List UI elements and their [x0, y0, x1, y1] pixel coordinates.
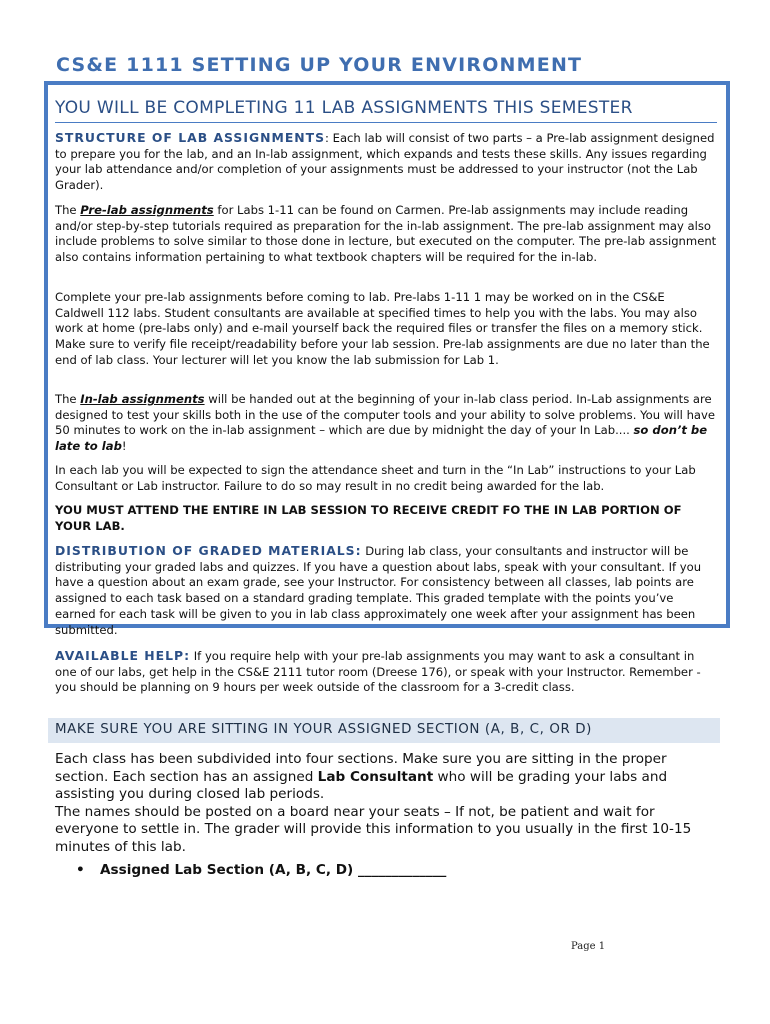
- sections-before: Each class has been subdivided into four sections. Make sure you are sitting in the proper section. Each section has an assigned: [55, 751, 667, 785]
- available-text: If you require help with your pre-lab assignments you may want to ask a consultant in one of our labs, get help in the CS&E 2111 tutor room (Dreese 176), or speak with your Instructor. Remember - you should be planning on 9 hours per week outside of the classroom for a 3-credit class.: [55, 649, 701, 695]
- prelab-before: The: [55, 203, 81, 217]
- prelab-paragraph: [55, 203, 717, 266]
- sections-after: who will be grading your labs and assisting you during closed lab periods.: [55, 768, 668, 803]
- inlab-section: [55, 392, 717, 455]
- inlab-paragraph: [55, 392, 717, 455]
- attendance-paragraph: In each lab you will be expected to sign the attendance sheet and turn in the “In Lab” instructions to your Lab Consultant or Lab instructor. Failure to do so may result in no credit being awarded for the lab.: [55, 463, 696, 493]
- structure-text: : Each lab will consist of two parts – a Pre-lab assignment designed to prepare you for the lab, and an In-lab assignment, which expands and tests these skills. Any issues regarding your lab attendance and/or completion of your assignments must be addressed to your instructor (not the Lab Grader).: [55, 131, 715, 193]
- distribution-section: [55, 543, 717, 638]
- attendance-section: [55, 463, 717, 494]
- lab-consultant-term: Lab Consultant: [317, 768, 434, 785]
- structure-section: [55, 130, 717, 194]
- available-paragraph: [55, 648, 717, 696]
- available-section: [55, 648, 717, 696]
- names-paragraph: The names should be posted on a board near your seats – If not, be patient and wait for everyone to settle in. The grader will provide this information to you usually in the first 10-15 minutes of this lab.: [55, 803, 692, 855]
- frame-heading: YOU WILL BE COMPLETING 11 LAB ASSIGNMENTS THIS SEMESTER: [55, 98, 717, 123]
- page-title: CS&E 1111 SETTING UP YOUR ENVIRONMENT: [56, 54, 583, 76]
- assigned-section-item: [76, 862, 446, 878]
- prelab-emphasis: Pre-lab assignments: [80, 203, 214, 217]
- late-warning: so don’t be late to lab: [55, 423, 708, 454]
- available-lead: AVAILABLE HELP:: [55, 648, 191, 663]
- complete-paragraph: Complete your pre-lab assignments before coming to lab. Pre-labs 1-11 1 may be worked on in the CS&E Caldwell 112 labs. Student consultants are available at specified times to help you with the labs. You may also work at home (pre-labs only) and e-mail yourself back the required files or transfer the files on a memory stick. Make sure to verify file receipt/readability before your lab session. Pre-lab assignments are due no later than the end of lab class. Your lecturer will let you know the lab submission for Lab 1.: [55, 290, 710, 367]
- page-number: Page 1: [571, 941, 606, 952]
- section-heading-bar: MAKE SURE YOU ARE SITTING IN YOUR ASSIGNED SECTION (A, B, C, OR D): [48, 718, 720, 743]
- distribution-paragraph: [55, 543, 717, 638]
- sections-block: [55, 751, 720, 857]
- prelab-section: [55, 203, 717, 266]
- inlab-before: The: [55, 392, 81, 406]
- inlab-text: will be handed out at the beginning of your in-lab class period. In-Lab assignments are designed to test your skills both in the use of the computer tools and your ability to solve problems. You will have 50 minutes to work on the in-lab assignment – which are due by midnight the day of your In Lab....: [55, 392, 716, 438]
- assigned-section-text: Assigned Lab Section (A, B, C, D) _____________: [100, 862, 447, 878]
- must-attend-paragraph: YOU MUST ATTEND THE ENTIRE IN LAB SESSION TO RECEIVE CREDIT FO THE IN LAB PORTION OF YOUR LAB.: [55, 503, 682, 533]
- sections-paragraph: [55, 751, 720, 804]
- inlab-emphasis: In-lab assignments: [80, 392, 205, 406]
- complete-section: [55, 290, 717, 369]
- distribution-lead: DISTRIBUTION OF GRADED MATERIALS:: [55, 543, 362, 558]
- inlab-end: !: [121, 439, 127, 454]
- distribution-text: During lab class, your consultants and instructor will be distributing your graded labs and quizzes. If you have a question about labs, speak with your consultant. If you have a question about an exam grade, see your Instructor. For consistency between all classes, lab points are assigned to each task based on a standard grading template. This graded template with the points you’ve earned for each task will be given to you in lab class approximately one week after your assignment has been submitted.: [55, 544, 702, 637]
- bullet-icon: •: [76, 862, 85, 878]
- must-attend-section: [55, 503, 717, 534]
- structure-lead: STRUCTURE OF LAB ASSIGNMENTS: [55, 130, 326, 145]
- prelab-text: for Labs 1-11 can be found on Carmen. Pre-lab assignments may include reading and/or step-by-step tutorials required as preparation for the in-lab assignment. The pre-lab assignment may also include problems to solve similar to those done in lecture, but executed on the computer. The pre-lab assignment also contains information pertaining to what textbook chapters will be required for the in-lab.: [55, 203, 717, 265]
- structure-paragraph: [55, 130, 717, 194]
